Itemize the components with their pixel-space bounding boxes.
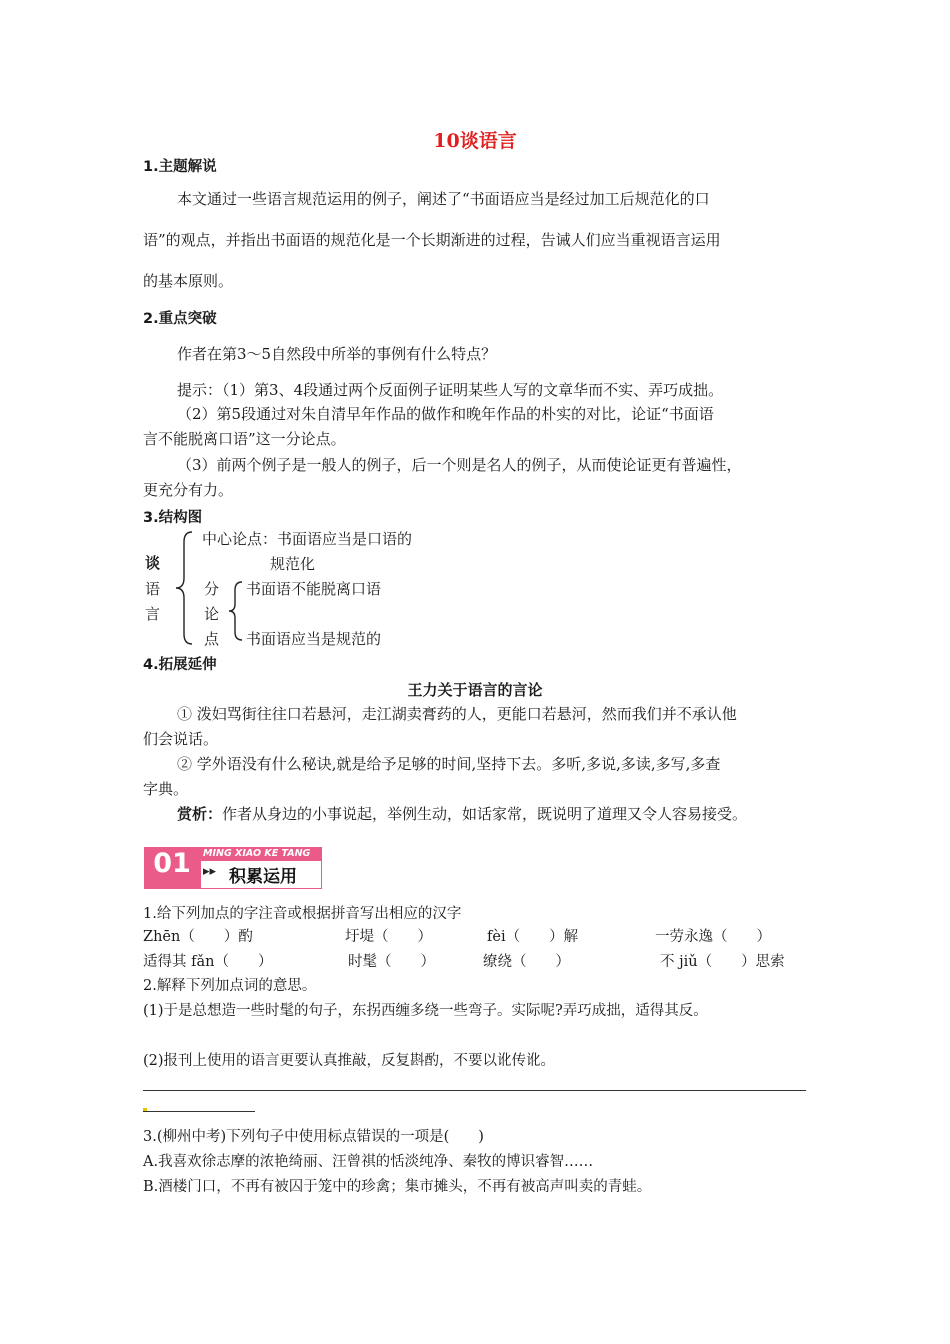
section-heading-structure: 3.结构图 [143,510,203,526]
q3-option-b: B.酒楼门口，不再有被囚于笼中的珍禽；集市摊头，不再有被高声叫卖的青蛙。 [143,1179,652,1195]
quote-line-3: ② 学外语没有什么秘诀,就是给予足够的时间,坚持下去。多听,多说,多读,多写,多查 [177,755,721,773]
double-arrow-icon: ▸▸ [203,864,217,879]
section-heading-extension: 4.拓展延伸 [143,657,217,673]
center-argument-line-2: 规范化 [270,555,316,573]
theme-line-3: 的基本原则。 [143,272,234,290]
theme-line-1: 本文通过一些语言规范运用的例子，阐述了“书面语应当是经过加工后规范化的口 [177,190,710,208]
theme-line-2: 语”的观点，并指出书面语的规范化是一个长期渐进的过程，告诫人们应当重视语言运用 [143,231,721,249]
q1-item-1: Zhēn（ ）酌 [143,929,253,945]
sub-label-char-3: 点 [204,630,220,648]
section-heading-key-points: 2.重点突破 [143,311,217,327]
root-char-2: 语 [145,580,161,598]
appreciation-label: 赏析： [177,805,223,823]
q1-item-7: 缭绕（ ） [483,954,570,970]
q1-prompt: 1.给下列加点的字注音或根据拼音写出相应的汉字 [143,906,462,922]
main-brace [170,530,196,646]
section-heading-theme: 1.主题解说 [143,159,217,175]
q1-item-6: 时髦（ ） [348,954,435,970]
q2-prompt: 2.解释下列加点词的意思。 [143,978,317,994]
q1-item-4: 一劳永逸（ ） [655,929,771,945]
sub-brace [225,580,245,642]
sub-label-char-2: 论 [204,605,220,623]
appreciation-text: 作者从身边的小事说起，举例生动，如话家常，既说明了道理又令人容易接受。 [222,805,748,823]
answer-line [143,1090,806,1091]
q1-item-8: 不 jiǔ（ ）思索 [660,954,785,970]
hint-line-3: 言不能脱离口语”这一分论点。 [143,430,346,448]
center-argument-line-1: 中心论点：书面语应当是口语的 [202,530,413,548]
quote-line-4: 字典。 [143,780,189,798]
sub-point-1: 书面语不能脱离口语 [246,580,382,598]
q2-item-1: (1)于是总想造一些时髦的句子，东拐西缠多绕一些弯子。实际呢?弄巧成拙，适得其反。 [143,1003,708,1019]
q2-item-2: (2)报刊上使用的语言更要认真推敲，反复斟酌，不要以讹传讹。 [143,1053,556,1069]
quote-line-1: ① 泼妇骂街往往口若悬河，走江湖卖膏药的人，更能口若悬河，然而我们并不承认他 [177,705,737,723]
hint-line-2: （2）第5段通过对朱自清早年作品的做作和晚年作品的朴实的对比，论证“书面语 [177,405,714,423]
q1-item-5: 适得其 fǎn（ ） [143,954,273,970]
document-title: 10谈语言 [433,130,517,152]
q3-prompt: 3.(柳州中考)下列句子中使用标点错误的一项是( ) [143,1129,484,1145]
hint-line-5: 更充分有力。 [143,481,234,499]
banner-label: 积累运用 [229,867,297,887]
footnote-rule [143,1111,255,1112]
sub-point-2: 书面语应当是规范的 [246,630,382,648]
sub-label-char-1: 分 [204,580,220,598]
root-char-1: 谈 [145,554,161,572]
hint-line-1: 提示：（1）第3、4段通过两个反面例子证明某些人写的文章华而不实、弄巧成拙。 [177,381,724,399]
banner-pinyin: MING XIAO KE TANG [203,848,311,859]
hint-line-4: （3）前两个例子是一般人的例子，后一个则是名人的例子，从而使论证更有普遍性， [177,456,742,474]
q3-option-a: A.我喜欢徐志摩的浓艳绮丽、汪曾祺的恬淡纯净、秦牧的博识睿智…… [143,1154,594,1170]
root-char-3: 言 [145,605,161,623]
q1-item-3: fèi（ ）解 [487,929,579,945]
q1-item-2: 圩堤（ ） [345,929,432,945]
key-question: 作者在第3～5自然段中所举的事例有什么特点？ [177,345,497,363]
quote-title: 王力关于语言的言论 [407,681,543,699]
quote-line-2: 们会说话。 [143,730,219,748]
banner-number: 01 [153,848,191,879]
appreciation [177,803,747,824]
